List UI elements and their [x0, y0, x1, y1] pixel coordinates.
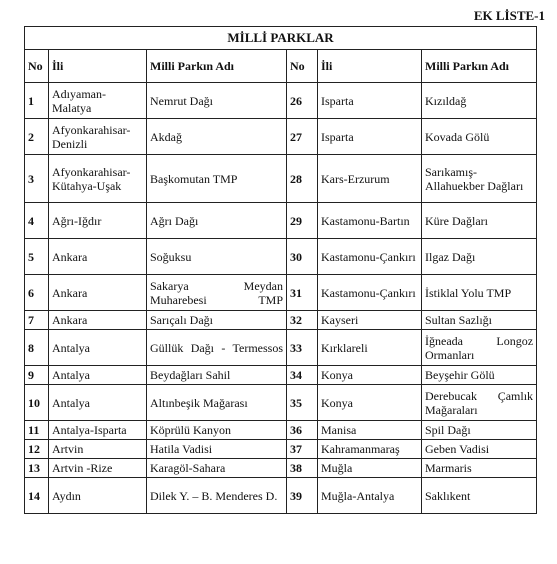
park-number: 33 [287, 330, 318, 366]
header-province-right: İli [318, 50, 422, 83]
table-row [25, 478, 537, 514]
park-name-cell: Kızıldağ [422, 83, 537, 119]
park-name-cell: Hatila Vadisi [147, 440, 287, 459]
park-name-cell: Köprülü Kanyon [147, 421, 287, 440]
park-name-cell: Beyşehir Gölü [422, 366, 537, 385]
province-cell: Antalya-Isparta [49, 421, 147, 440]
province-cell: Antalya [49, 366, 147, 385]
park-number: 34 [287, 366, 318, 385]
province-cell: Artvin [49, 440, 147, 459]
park-number: 8 [25, 330, 49, 366]
park-name-cell: Spil Dağı [422, 421, 537, 440]
park-number: 13 [25, 459, 49, 478]
park-number: 12 [25, 440, 49, 459]
park-name-cell: Karagöl-Sahara [147, 459, 287, 478]
province-cell: Kastamonu-Bartın [318, 203, 422, 239]
table-row [25, 385, 537, 421]
park-name-cell: Küre Dağları [422, 203, 537, 239]
province-cell: Manisa [318, 421, 422, 440]
park-number: 39 [287, 478, 318, 514]
province-cell: Ankara [49, 239, 147, 275]
park-name-cell: Sultan Sazlığı [422, 311, 537, 330]
province-cell: Kastamonu-Çankırı [318, 275, 422, 311]
park-number: 2 [25, 119, 49, 155]
park-number: 14 [25, 478, 49, 514]
park-number: 28 [287, 155, 318, 203]
province-cell: Afyonkarahisar-Kütahya-Uşak [49, 155, 147, 203]
park-number: 6 [25, 275, 49, 311]
table-row [25, 239, 537, 275]
park-number: 37 [287, 440, 318, 459]
park-number: 31 [287, 275, 318, 311]
table-row [25, 83, 537, 119]
table-row [25, 421, 537, 440]
province-cell: Aydın [49, 478, 147, 514]
park-number: 4 [25, 203, 49, 239]
province-cell: Kahramanmaraş [318, 440, 422, 459]
park-name-cell: Nemrut Dağı [147, 83, 287, 119]
table-body [25, 83, 537, 514]
header-no: No [25, 50, 49, 83]
park-name-cell: Ilgaz Dağı [422, 239, 537, 275]
park-name-cell: Sarıçalı Dağı [147, 311, 287, 330]
park-number: 7 [25, 311, 49, 330]
park-number: 32 [287, 311, 318, 330]
province-cell: Isparta [318, 119, 422, 155]
header-no-right: No [287, 50, 318, 83]
table-row [25, 155, 537, 203]
table-row [25, 330, 537, 366]
table-title: MİLLİ PARKLAR [25, 27, 537, 50]
park-name-cell: Altınbeşik Mağarası [147, 385, 287, 421]
park-name-cell: İğneada Longoz Ormanları [422, 330, 537, 366]
park-number: 3 [25, 155, 49, 203]
table-row [25, 275, 537, 311]
table-row [25, 311, 537, 330]
province-cell: Kırklareli [318, 330, 422, 366]
park-number: 38 [287, 459, 318, 478]
province-cell: Isparta [318, 83, 422, 119]
province-cell: Konya [318, 385, 422, 421]
province-cell: Afyonkarahisar-Denizli [49, 119, 147, 155]
province-cell: Ankara [49, 311, 147, 330]
park-name-cell: Marmaris [422, 459, 537, 478]
park-name-cell: Geben Vadisi [422, 440, 537, 459]
park-number: 30 [287, 239, 318, 275]
province-cell: Muğla-Antalya [318, 478, 422, 514]
park-name-cell: Soğuksu [147, 239, 287, 275]
park-name-cell: Derebucak Çamlık Mağaraları [422, 385, 537, 421]
park-number: 10 [25, 385, 49, 421]
park-number: 27 [287, 119, 318, 155]
park-number: 5 [25, 239, 49, 275]
province-cell: Artvin -Rize [49, 459, 147, 478]
park-name-cell: Dilek Y. – B. Menderes D. [147, 478, 287, 514]
province-cell: Antalya [49, 330, 147, 366]
park-number: 9 [25, 366, 49, 385]
header-row [25, 50, 537, 83]
park-name-cell: Başkomutan TMP [147, 155, 287, 203]
park-name-cell: Sakarya Meydan Muharebesi TMP [147, 275, 287, 311]
park-name-cell: Beydağları Sahil [147, 366, 287, 385]
province-cell: Antalya [49, 385, 147, 421]
park-number: 26 [287, 83, 318, 119]
province-cell: Muğla [318, 459, 422, 478]
province-cell: Kayseri [318, 311, 422, 330]
province-cell: Ankara [49, 275, 147, 311]
park-number: 1 [25, 83, 49, 119]
province-cell: Ağrı-Iğdır [49, 203, 147, 239]
park-name-cell: Akdağ [147, 119, 287, 155]
park-name-cell: Kovada Gölü [422, 119, 537, 155]
table-row [25, 366, 537, 385]
park-name-cell: İstiklal Yolu TMP [422, 275, 537, 311]
park-name-cell: Ağrı Dağı [147, 203, 287, 239]
province-cell: Kars-Erzurum [318, 155, 422, 203]
table-title-row [25, 27, 537, 50]
park-number: 11 [25, 421, 49, 440]
park-number: 35 [287, 385, 318, 421]
park-name-cell: Güllük Dağı - Termessos [147, 330, 287, 366]
province-cell: Kastamonu-Çankırı [318, 239, 422, 275]
list-label: EK LİSTE-1 [473, 8, 545, 23]
header-park-name-right: Milli Parkın Adı [422, 50, 537, 83]
park-number: 29 [287, 203, 318, 239]
park-name-cell: Sarıkamış-Allahuekber Dağları [422, 155, 537, 203]
park-number: 36 [287, 421, 318, 440]
national-parks-table [24, 26, 537, 514]
table-row [25, 440, 537, 459]
table-row [25, 119, 537, 155]
header-province: İli [49, 50, 147, 83]
province-cell: Konya [318, 366, 422, 385]
header-park-name: Milli Parkın Adı [147, 50, 287, 83]
table-row [25, 203, 537, 239]
park-name-cell: Saklıkent [422, 478, 537, 514]
province-cell: Adıyaman-Malatya [49, 83, 147, 119]
table-row [25, 459, 537, 478]
